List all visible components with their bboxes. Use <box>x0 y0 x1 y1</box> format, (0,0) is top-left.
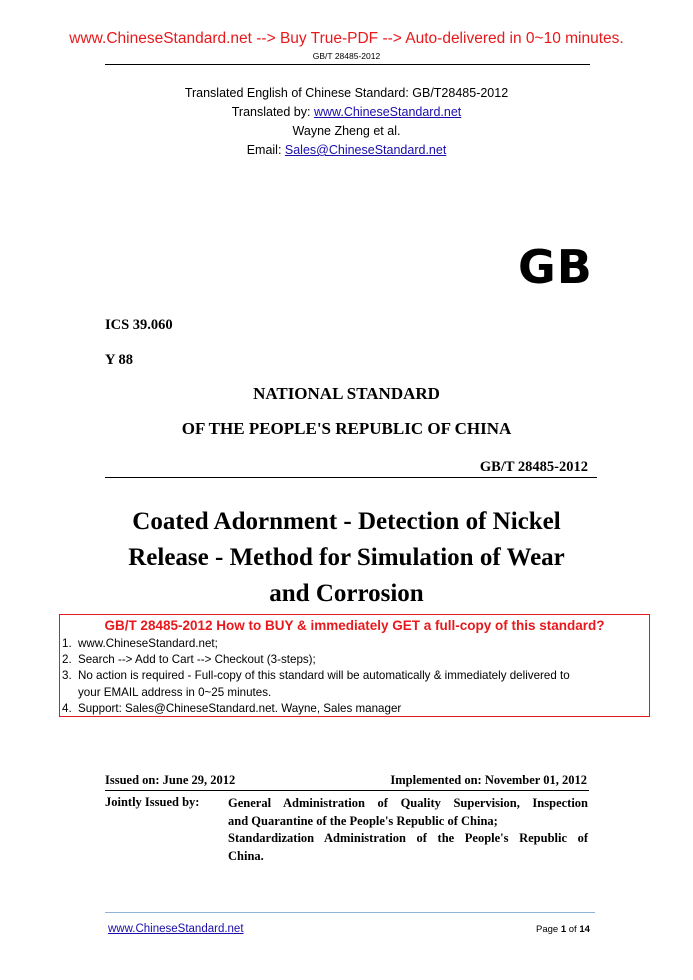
issue-divider <box>105 790 589 791</box>
purchase-heading: GB/T 28485-2012 How to BUY & immediately GET a full-copy of this standard? <box>104 618 605 633</box>
title-line-2: Release - Method for Simulation of Wear <box>128 544 565 571</box>
email-link[interactable]: Sales@ChineseStandard.net <box>284 143 447 157</box>
document-title <box>0 504 693 612</box>
step-text[interactable]: www.ChineseStandard.net; <box>78 637 218 650</box>
page-mid: of <box>566 924 580 935</box>
step-number: 3. <box>62 669 72 683</box>
step-number: 4. <box>62 701 72 715</box>
jointly-issued-label: Jointly Issued by: <box>105 795 200 809</box>
page-current: 1 <box>560 924 567 935</box>
step-text: your EMAIL address in 0~25 minutes. <box>78 685 272 699</box>
promo-banner[interactable]: www.ChineseStandard.net --> Buy True-PDF --> Auto-delivered in 0~10 minutes. <box>69 30 624 47</box>
standard-number: GB/T 28485-2012 <box>479 459 588 475</box>
credit-line-standard: Translated English of Chinese Standard: GB/T28485-2012 <box>184 86 509 100</box>
credit-line-email <box>0 141 693 160</box>
purchase-step <box>62 636 649 652</box>
heading-republic: OF THE PEOPLE'S REPUBLIC OF CHINA <box>181 419 512 438</box>
title-divider <box>105 477 597 478</box>
translator-label: Translated by: <box>231 105 314 119</box>
heading-national-standard: NATIONAL STANDARD <box>253 384 440 403</box>
purchase-step <box>62 652 649 668</box>
footer-divider <box>105 912 595 913</box>
title-line-3: and Corrosion <box>269 580 424 607</box>
page-prefix: Page <box>536 924 561 935</box>
title-line-1: Coated Adornment - Detection of Nickel <box>132 508 561 535</box>
email-label: Email: <box>246 143 285 157</box>
step-number: 1. <box>62 637 72 650</box>
translation-credits <box>0 84 693 160</box>
header-divider <box>105 64 590 65</box>
step-text[interactable]: Support: Sales@ChineseStandard.net. Wayne, Sales manager <box>78 701 402 715</box>
gb-mark: GB <box>518 240 593 294</box>
translator-link[interactable]: www.ChineseStandard.net <box>313 105 462 119</box>
footer-website-link[interactable]: www.ChineseStandard.net <box>108 923 244 935</box>
classification-code: Y 88 <box>105 352 134 368</box>
page-total: 14 <box>579 924 590 935</box>
step-number: 2. <box>62 653 72 667</box>
authority-line: and Quarantine of the People's Republic of China; <box>228 813 498 828</box>
step-text: Search --> Add to Cart --> Checkout (3-steps); <box>78 653 316 667</box>
purchase-steps <box>60 636 649 717</box>
running-header: GB/T 28485-2012 <box>312 51 381 61</box>
purchase-step-continuation <box>62 685 649 701</box>
credit-line-authors: Wayne Zheng et al. <box>292 124 401 138</box>
ics-code: ICS 39.060 <box>105 317 173 333</box>
issuing-authorities <box>228 795 588 865</box>
implemented-on: Implemented on: November 01, 2012 <box>390 773 587 787</box>
page-number <box>536 924 590 935</box>
authority-line: Standardization Administration of the People's Republic of <box>228 831 588 846</box>
step-text: No action is required - Full-copy of this standard will be automatically & immediately delivered to <box>78 669 570 683</box>
authority-line: General Administration of Quality Supervision, Inspection <box>228 796 588 810</box>
purchase-step <box>62 668 649 684</box>
credit-line-translator <box>0 103 693 122</box>
authority-line: China. <box>228 848 264 863</box>
issued-on: Issued on: June 29, 2012 <box>105 773 236 787</box>
purchase-step <box>62 701 649 717</box>
purchase-info-box <box>59 614 650 717</box>
